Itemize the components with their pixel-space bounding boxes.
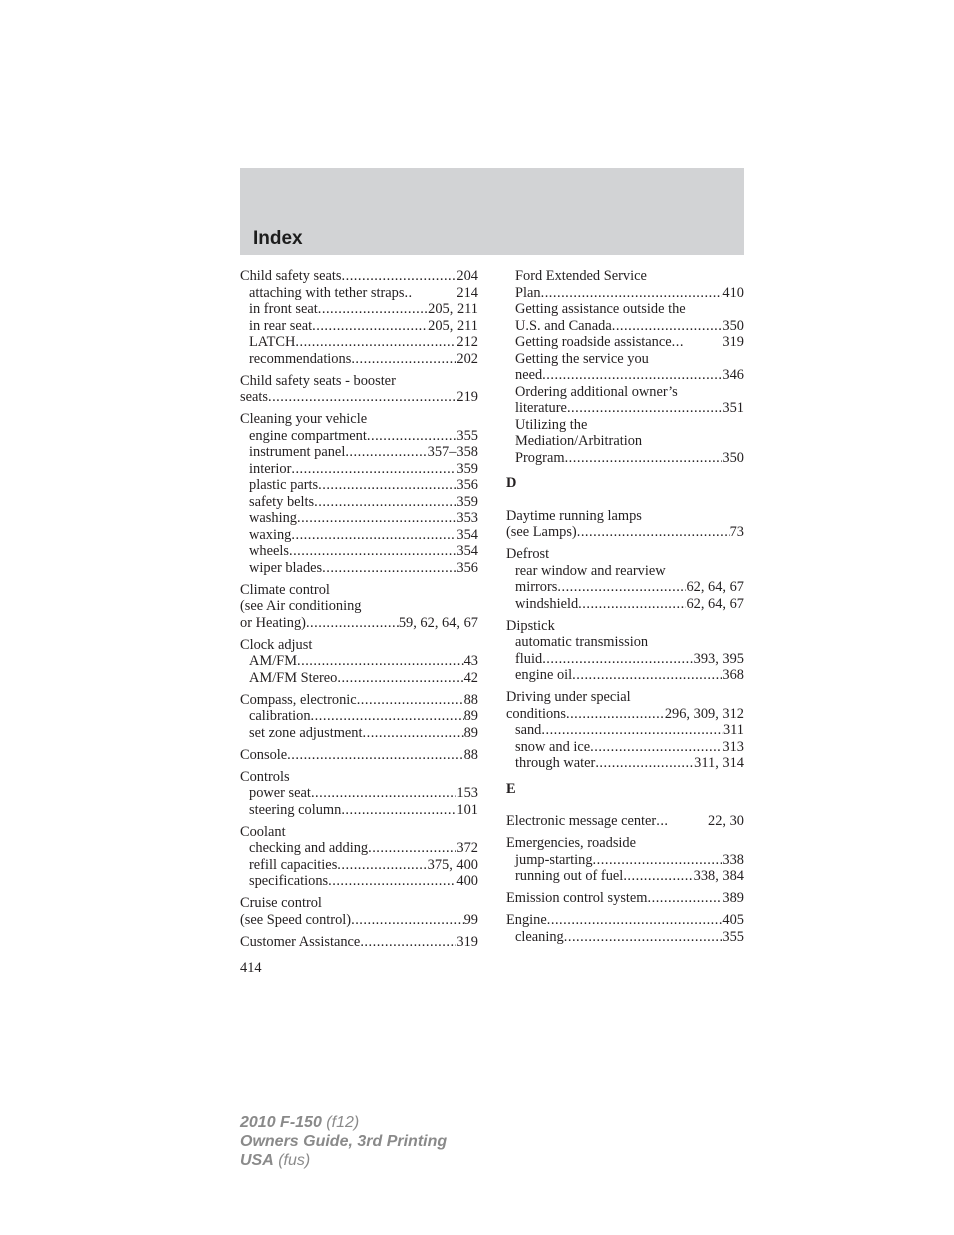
- index-entry-line: [506, 508, 744, 525]
- entry-page-ref: 368: [722, 667, 744, 683]
- dot-leader: [567, 400, 722, 417]
- entry-text: Console: [240, 746, 288, 763]
- section-letter-heading: E: [506, 780, 516, 797]
- entry-text: mirrors: [515, 579, 558, 595]
- entry-text: conditions: [506, 705, 566, 722]
- index-entry: [240, 582, 478, 632]
- dot-leader: [297, 510, 456, 527]
- entry-text: LATCH: [249, 334, 296, 350]
- index-entry: [506, 689, 744, 772]
- index-entry: [240, 934, 478, 951]
- dot-leader: [295, 334, 456, 351]
- dot-leader: [337, 857, 427, 874]
- page-number: 414: [240, 960, 262, 976]
- entry-text: Cruise control: [240, 895, 322, 911]
- entry-text: attaching with tether straps: [249, 284, 405, 301]
- entry-page-ref: 153: [456, 785, 478, 801]
- index-entry-line: [506, 318, 744, 335]
- entry-page-ref: 354: [456, 543, 478, 559]
- entry-text: Child safety seats - booster: [240, 372, 396, 389]
- entry-page-ref: 101: [456, 801, 478, 818]
- entry-text: Ford Extended Service: [515, 268, 647, 284]
- dot-leader: [623, 868, 693, 885]
- dot-leader: [342, 268, 457, 285]
- index-entry-line: [506, 384, 744, 401]
- entry-page-ref: 311: [722, 722, 744, 738]
- dot-leader: [318, 477, 456, 494]
- section-letter-heading: D: [506, 475, 517, 491]
- entry-text: Coolant: [240, 823, 286, 840]
- entry-page-ref: 319: [722, 334, 744, 350]
- index-header-band: [240, 168, 744, 255]
- entry-text: wiper blades: [249, 559, 323, 576]
- dot-leader: [322, 560, 456, 577]
- entry-text: AM/FM: [249, 653, 297, 669]
- dot-leader: [297, 653, 464, 670]
- entry-page-ref: 202: [456, 350, 478, 367]
- index-entry-line: [240, 285, 478, 302]
- index-entry-line: [506, 301, 744, 318]
- index-entry-line: [240, 527, 478, 544]
- index-entry: [240, 637, 478, 687]
- index-entry: [506, 268, 744, 466]
- index-entry-line: [240, 373, 478, 390]
- index-entry-line: [240, 582, 478, 599]
- entry-text: U.S. and Canada: [515, 317, 612, 334]
- entry-text: Engine: [506, 912, 547, 928]
- entry-page-ref: 359: [456, 460, 478, 477]
- dot-leader: [351, 912, 464, 929]
- dot-leader: [318, 301, 428, 318]
- entry-text: cleaning: [515, 928, 564, 945]
- entry-text: Customer Assistance: [240, 933, 361, 950]
- dot-leader: [289, 543, 456, 560]
- index-entry-line: [506, 689, 744, 706]
- dot-leader: [612, 318, 723, 335]
- entry-text: Defrost: [506, 546, 550, 562]
- entry-text: checking and adding: [249, 840, 369, 856]
- index-entry-line: [506, 706, 744, 723]
- entry-text: Child safety seats: [240, 268, 342, 284]
- index-entry-line: [240, 334, 478, 351]
- index-entry: [240, 895, 478, 928]
- index-entry-line: [240, 692, 478, 709]
- entry-text: (see Lamps): [506, 524, 577, 540]
- dot-leader: [368, 840, 456, 857]
- index-entry-line: [506, 433, 744, 450]
- entry-text: jump-starting: [515, 851, 593, 868]
- index-entry: [506, 835, 744, 885]
- entry-page-ref: 410: [722, 284, 744, 301]
- dot-leader: [593, 852, 723, 869]
- entry-page-ref: 389: [722, 890, 744, 906]
- entry-page-ref: 338: [722, 851, 744, 868]
- entry-text: instrument panel: [249, 444, 346, 460]
- index-entry: [240, 824, 478, 890]
- dot-leader: [590, 739, 722, 756]
- index-entry-line: [240, 725, 478, 742]
- index-entry-line: [506, 667, 744, 684]
- entry-page-ref: 205, 211: [428, 301, 478, 317]
- entry-text: Dipstick: [506, 617, 555, 634]
- entry-text: Compass, electronic: [240, 691, 357, 708]
- index-entry-line: [506, 417, 744, 434]
- entry-page-ref: 88: [463, 691, 478, 708]
- index-entry-line: [240, 318, 478, 335]
- dot-leader: [547, 912, 723, 929]
- entry-text: Climate control: [240, 581, 330, 598]
- footer-line-edition: Owners Guide, 3rd Printing: [240, 1133, 448, 1150]
- entry-page-ref: 346: [722, 367, 744, 383]
- index-entry-line: [240, 708, 478, 725]
- entry-page-ref: 22, 30: [708, 813, 744, 829]
- dot-leader: [542, 367, 722, 384]
- entry-text: engine oil: [515, 667, 573, 683]
- index-entry-line: [506, 334, 744, 351]
- dot-leader: [363, 725, 464, 742]
- entry-page-ref: 350: [722, 449, 744, 466]
- index-entry-line: [506, 450, 744, 467]
- index-entry: [506, 618, 744, 684]
- entry-page-ref: 205, 211: [428, 317, 478, 334]
- entry-text: refill capacities: [249, 856, 338, 873]
- entry-text: seats: [240, 389, 268, 405]
- entry-text: Mediation/Arbitration: [515, 433, 643, 449]
- index-entry: [240, 268, 478, 367]
- entry-text: (see Speed control): [240, 911, 352, 928]
- dot-leader: [541, 285, 723, 302]
- entry-text: Ordering additional owner’s: [515, 383, 678, 400]
- dot-leader: [648, 890, 723, 907]
- index-entry-line: [506, 400, 744, 417]
- entry-text: in front seat: [249, 301, 318, 317]
- document-footer: [240, 1113, 447, 1170]
- index-entry-line: [506, 268, 744, 285]
- entry-page-ref: 219: [456, 389, 478, 405]
- entry-page-ref: 356: [456, 559, 478, 576]
- index-entry-line: [240, 653, 478, 670]
- footer-line-model: 2010 F-150 (f12): [240, 1114, 360, 1131]
- entry-text: automatic transmission: [515, 634, 649, 650]
- dot-leader: [542, 651, 693, 668]
- index-entry-line: [240, 560, 478, 577]
- index-entry: [506, 546, 744, 612]
- entry-page-ref: 338, 384: [693, 868, 744, 884]
- index-entry: [240, 692, 478, 742]
- index-entry-line: [240, 510, 478, 527]
- entry-page-ref: 73: [729, 524, 744, 540]
- entry-text: rear window and rearview: [515, 562, 666, 579]
- index-entry-line: [240, 301, 478, 318]
- index-entry-line: [240, 444, 478, 461]
- index-entry-line: [240, 389, 478, 406]
- dot-leader: [312, 318, 428, 335]
- entry-text: sand: [515, 722, 542, 738]
- dot-leader: [577, 524, 730, 541]
- index-entry-line: [240, 769, 478, 786]
- entry-text: Driving under special: [506, 689, 631, 705]
- entry-text: interior: [249, 460, 292, 477]
- index-column-left: [240, 268, 478, 956]
- index-entry-line: [240, 824, 478, 841]
- entry-page-ref: 357–358: [427, 444, 478, 460]
- entry-page-ref: 350: [722, 317, 744, 334]
- index-entry-line: [240, 637, 478, 654]
- index-column-right: [506, 268, 744, 951]
- dot-leader: [541, 722, 723, 739]
- index-entry-line: [506, 813, 744, 830]
- index-entry-line: [240, 840, 478, 857]
- index-entry-line: [506, 929, 744, 946]
- index-entry-line: [240, 912, 478, 929]
- entry-text: Clock adjust: [240, 636, 313, 653]
- entry-page-ref: 354: [456, 526, 478, 543]
- index-entry-line: [240, 747, 478, 764]
- index-entry: [240, 747, 478, 764]
- entry-page-ref: 212: [456, 334, 478, 350]
- dot-leader: [351, 351, 456, 368]
- entry-text: power seat: [249, 785, 311, 801]
- index-entry-line: [240, 411, 478, 428]
- index-entry: [506, 890, 744, 907]
- entry-page-ref: 204: [456, 268, 478, 284]
- index-entry-line: [506, 755, 744, 772]
- index-entry: [240, 373, 478, 406]
- entry-text: calibration: [249, 708, 311, 724]
- dot-leader: [268, 389, 456, 406]
- entry-page-ref: 59, 62, 64, 67: [398, 614, 478, 631]
- index-entry: [506, 813, 744, 830]
- index-entry-line: [506, 739, 744, 756]
- index-entry-line: [506, 596, 744, 613]
- entry-text: Daytime running lamps: [506, 507, 642, 524]
- entry-text: wheels: [249, 543, 289, 559]
- entry-text: windshield: [515, 595, 579, 612]
- entry-text: Cleaning your vehicle: [240, 411, 368, 427]
- dot-leader: [328, 873, 456, 890]
- dot-leader: [557, 579, 686, 596]
- dot-leader: [565, 450, 723, 467]
- dot-leader: [291, 461, 456, 478]
- dot-leader: [367, 428, 457, 445]
- entry-page-ref: 400: [456, 873, 478, 889]
- index-entry-line: [506, 563, 744, 580]
- entry-text: set zone adjustment: [249, 724, 363, 741]
- index-entry-line: [506, 722, 744, 739]
- entry-text: AM/FM Stereo: [249, 669, 338, 686]
- index-entry-line: [506, 852, 744, 869]
- dot-leader: [578, 596, 686, 613]
- dot-leader: [311, 708, 464, 725]
- entry-page-ref: 313: [722, 738, 744, 755]
- entry-page-ref: 405: [722, 912, 744, 928]
- index-entry-line: [240, 598, 478, 615]
- entry-page-ref: 353: [456, 510, 478, 526]
- entry-page-ref: 311, 314: [694, 755, 744, 771]
- index-entry-line: [240, 670, 478, 687]
- index-entry-line: [506, 651, 744, 668]
- dot-leader: [595, 755, 694, 772]
- index-entry-line: [506, 367, 744, 384]
- index-entry-line: [506, 524, 744, 541]
- index-entry-line: [240, 615, 478, 632]
- entry-page-ref: 88: [463, 746, 478, 763]
- index-entry-line: [240, 857, 478, 874]
- dot-leader: [337, 670, 463, 687]
- entry-text: need: [515, 367, 543, 383]
- entry-text: specifications: [249, 873, 329, 889]
- entry-page-ref: 214: [456, 284, 478, 301]
- index-entry-line: [240, 268, 478, 285]
- entry-page-ref: 393, 395: [693, 650, 744, 667]
- entry-text: steering column: [249, 801, 342, 818]
- entry-text: Getting the service you: [515, 350, 649, 367]
- entry-page-ref: 62, 64, 67: [686, 579, 744, 595]
- entry-text: Utilizing the: [515, 416, 588, 433]
- entry-page-ref: 89: [463, 708, 478, 724]
- entry-page-ref: 356: [456, 477, 478, 493]
- entry-page-ref: 359: [456, 493, 478, 510]
- entry-text: Getting roadside assistance: [515, 334, 672, 350]
- dot-leader: [306, 615, 399, 632]
- entry-page-ref: 319: [456, 933, 478, 950]
- entry-page-ref: 89: [463, 724, 478, 741]
- index-entry-line: [506, 868, 744, 885]
- dot-leader: ...: [671, 334, 684, 350]
- entry-text: recommendations: [249, 350, 352, 367]
- entry-page-ref: 62, 64, 67: [686, 595, 744, 612]
- dot-leader: [572, 667, 722, 684]
- entry-text: snow and ice: [515, 738, 591, 755]
- index-entry-line: [506, 618, 744, 635]
- dot-leader: [360, 934, 456, 951]
- entry-text: Controls: [240, 768, 290, 785]
- index-entry-line: [506, 912, 744, 929]
- footer-line-market: USA (fus): [240, 1152, 311, 1169]
- entry-text: Program: [515, 449, 565, 466]
- index-entry-line: [240, 543, 478, 560]
- index-entry-line: [240, 895, 478, 912]
- entry-page-ref: 355: [722, 928, 744, 945]
- entry-page-ref: 296, 309, 312: [664, 705, 744, 722]
- dot-leader: [341, 802, 456, 819]
- entry-text: waxing: [249, 526, 292, 543]
- dot-leader: [311, 785, 456, 802]
- index-entry-line: [506, 835, 744, 852]
- entry-text: washing: [249, 510, 297, 526]
- dot-leader: [357, 692, 464, 709]
- index-entry-line: [506, 579, 744, 596]
- index-entry-line: [240, 351, 478, 368]
- dot-leader: [291, 527, 456, 544]
- entry-page-ref: 372: [456, 840, 478, 856]
- entry-text: (see Air conditioning: [240, 598, 362, 614]
- index-entry-line: [506, 285, 744, 302]
- dot-leader: [314, 494, 456, 511]
- entry-text: or Heating): [240, 614, 306, 631]
- entry-text: safety belts: [249, 493, 315, 510]
- dot-leader: [345, 444, 427, 461]
- entry-page-ref: 42: [463, 669, 478, 686]
- dot-leader: ..: [404, 284, 413, 301]
- entry-text: Electronic message center: [506, 813, 657, 829]
- entry-page-ref: 99: [463, 911, 478, 928]
- index-entry: [506, 912, 744, 945]
- index-entry-line: [240, 785, 478, 802]
- index-entry: [240, 411, 478, 576]
- entry-text: Plan: [515, 284, 541, 301]
- dot-leader: [287, 747, 463, 764]
- index-entry-line: [506, 351, 744, 368]
- entry-text: literature: [515, 400, 567, 416]
- index-entry-line: [240, 934, 478, 951]
- index-entry-line: [240, 477, 478, 494]
- dot-leader: [564, 929, 723, 946]
- entry-text: running out of fuel: [515, 868, 624, 884]
- index-title: Index: [253, 228, 303, 249]
- index-entry: [506, 508, 744, 541]
- entry-page-ref: 355: [456, 427, 478, 444]
- index-entry-line: [240, 873, 478, 890]
- dot-leader: [566, 706, 665, 723]
- index-entry-line: [240, 428, 478, 445]
- dot-leader: ...: [656, 813, 669, 829]
- index-entry: [240, 769, 478, 819]
- index-entry-line: [240, 802, 478, 819]
- entry-page-ref: 351: [722, 400, 744, 416]
- entry-page-ref: 43: [463, 653, 478, 669]
- entry-text: through water: [515, 755, 596, 771]
- entry-text: Getting assistance outside the: [515, 301, 686, 317]
- index-entry-line: [506, 546, 744, 563]
- entry-page-ref: 375, 400: [427, 856, 478, 873]
- entry-text: plastic parts: [249, 477, 319, 493]
- entry-text: engine compartment: [249, 427, 367, 444]
- index-entry-line: [240, 494, 478, 511]
- index-entry-line: [506, 890, 744, 907]
- entry-text: in rear seat: [249, 317, 313, 334]
- entry-text: fluid: [515, 650, 543, 667]
- index-entry-line: [506, 634, 744, 651]
- entry-text: Emergencies, roadside: [506, 835, 637, 851]
- index-entry-line: [240, 461, 478, 478]
- entry-text: Emission control system: [506, 890, 648, 906]
